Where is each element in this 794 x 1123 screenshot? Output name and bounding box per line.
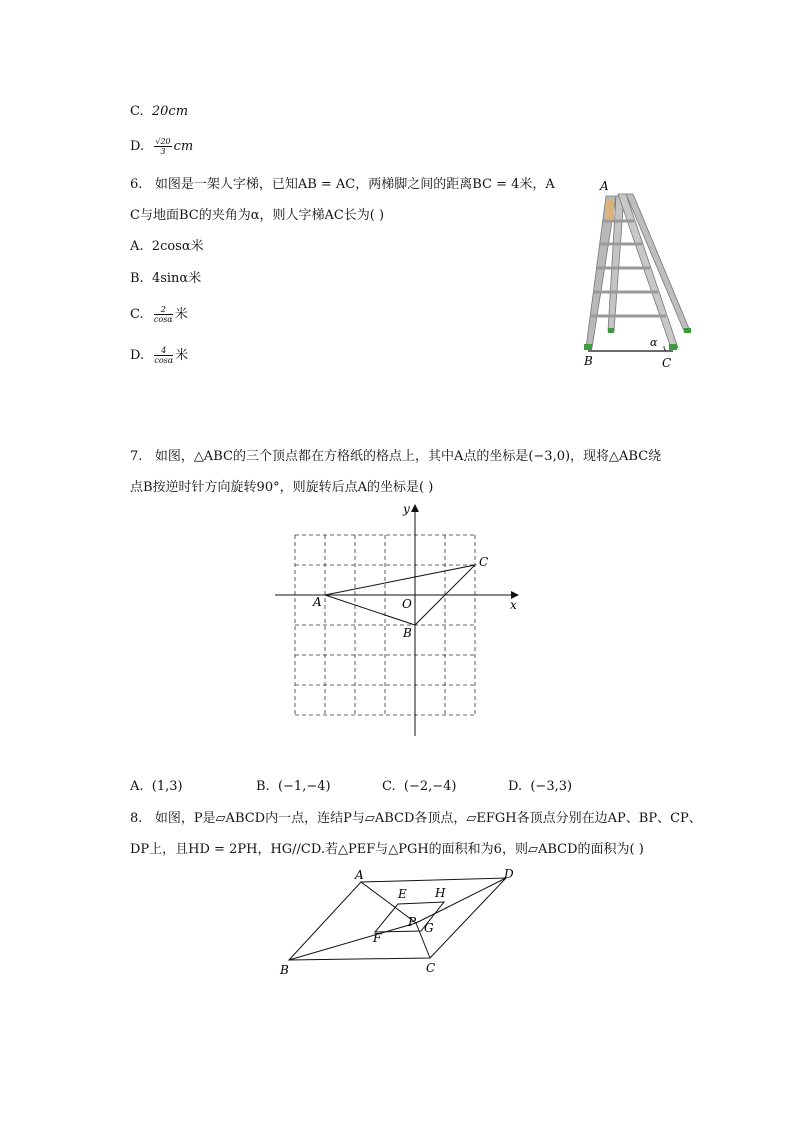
label-b: B	[280, 963, 289, 977]
option-text: (−2,−4)	[403, 779, 457, 794]
q8-stem-line2: DP上，且HD = 2PH，HG//CD.若△PEF与△PGH的面积和为6，则▱ABCD的面积为( )	[130, 842, 644, 857]
option-letter: A.	[130, 239, 144, 254]
question-text: 如图，P是▱ABCD内一点，连结P与▱ABCD各顶点，▱EFGH各顶点分别在边AP、BP、CP、	[154, 811, 702, 826]
option-suffix: 米	[174, 307, 188, 322]
option-letter: C.	[130, 104, 144, 119]
option-letter: C.	[130, 307, 144, 322]
label-f: F	[373, 931, 382, 945]
label-x: x	[510, 598, 517, 612]
question-text: 如图，△ABC的三个顶点都在方格纸的格点上，其中A点的坐标是(−3,0)，现将△ABC绕	[154, 449, 662, 464]
label-y: y	[403, 502, 410, 516]
grid-lines	[295, 535, 475, 715]
label-c: C	[479, 555, 489, 569]
label-d: D	[504, 867, 514, 881]
option-text: (−3,3)	[530, 779, 573, 794]
label-alpha: α	[650, 336, 658, 349]
question-number: 6.	[130, 177, 143, 192]
label-p: P	[408, 915, 417, 929]
grid-figure	[270, 500, 530, 740]
q5-option-c[interactable]	[130, 103, 188, 121]
option-letter: D.	[130, 348, 145, 363]
option-suffix: 米	[175, 348, 189, 363]
label-c: C	[662, 356, 672, 370]
label-b: B	[584, 354, 593, 368]
ladder-label-sticker	[606, 200, 614, 220]
label-a: A	[600, 179, 609, 193]
q6-option-b[interactable]	[130, 270, 201, 288]
q7-option-a[interactable]	[130, 778, 183, 796]
option-text: (−1,−4)	[277, 779, 331, 794]
label-b: B	[403, 626, 412, 640]
label-c: C	[426, 961, 436, 975]
label-o: O	[402, 597, 412, 611]
q8-stem-line1	[130, 810, 702, 828]
option-text: 4sinα米	[151, 271, 202, 286]
ladder-figure	[578, 176, 698, 372]
q6-option-d[interactable]	[130, 346, 188, 365]
label-h: H	[435, 886, 446, 900]
option-text: 2cosα米	[151, 239, 204, 254]
fraction-numerator: √20	[155, 137, 171, 146]
label-a: A	[355, 868, 364, 882]
label-g: G	[424, 921, 434, 935]
option-text: 20cm	[151, 104, 189, 119]
q7-option-b[interactable]	[256, 778, 331, 796]
option-letter: B.	[130, 271, 144, 286]
option-letter: C.	[382, 779, 396, 794]
fraction-numerator: 4	[154, 346, 173, 356]
option-letter: D.	[508, 779, 523, 794]
label-a: A	[313, 595, 322, 609]
q7-stem-line1	[130, 448, 661, 466]
option-fraction	[154, 305, 173, 324]
fraction-denominator: cosα	[153, 315, 173, 324]
q6-stem-line2: C与地面BC的夹角为α，则人字梯AC长为( )	[130, 208, 385, 223]
q6-stem-line1	[130, 176, 555, 194]
q6-option-a[interactable]	[130, 238, 204, 256]
option-suffix: cm	[173, 139, 194, 154]
parallelogram-figure	[278, 862, 528, 980]
option-letter: D.	[130, 139, 145, 154]
q7-option-d[interactable]	[508, 778, 572, 796]
q6-option-c[interactable]	[130, 305, 188, 324]
question-number: 7.	[130, 449, 143, 464]
q7-option-c[interactable]	[382, 778, 457, 796]
option-letter: B.	[256, 779, 270, 794]
option-text: (1,3)	[151, 779, 183, 794]
option-fraction	[154, 346, 173, 365]
q7-stem-line2: 点B按逆时针方向旋转90°，则旋转后点A的坐标是( )	[130, 480, 434, 495]
fraction-denominator: 3	[160, 147, 166, 156]
option-letter: A.	[130, 779, 144, 794]
fraction-numerator: 2	[154, 305, 173, 315]
q5-option-d[interactable]	[130, 137, 193, 156]
fraction-denominator: cosα	[154, 356, 174, 365]
option-fraction	[154, 137, 171, 156]
label-e: E	[398, 887, 407, 901]
question-number: 8.	[130, 811, 143, 826]
question-text: 如图是一架人字梯，已知AB = AC，两梯脚之间的距离BC = 4米，A	[154, 177, 555, 192]
